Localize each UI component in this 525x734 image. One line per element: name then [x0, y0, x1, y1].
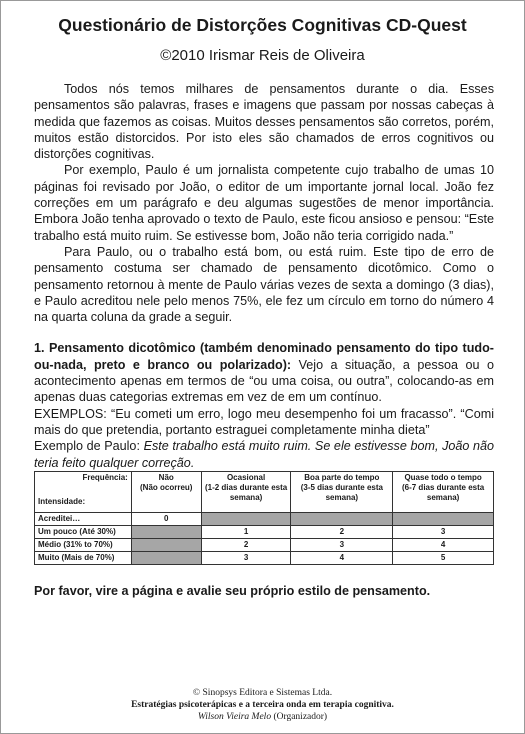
section-examples: EXEMPLOS: “Eu cometi um erro, logo meu desempenho foi um fracasso”. “Comi mais do que pretendia, portanto estraguei completamente minha dieta” — [34, 406, 494, 437]
paulo-example-text: Este trabalho está muito ruim. Se ele estivesse bom, João não teria feito qualquer correção. — [34, 439, 495, 470]
rating-cell[interactable]: 4 — [291, 552, 393, 565]
frequency-label: Frequência: — [82, 473, 128, 482]
intensity-label: Intensidade: — [38, 497, 86, 506]
grid-row-um-pouco — [35, 526, 494, 539]
rating-grid — [34, 471, 494, 565]
shaded-cell — [201, 513, 291, 526]
shaded-cell — [291, 513, 393, 526]
rating-cell[interactable]: 3 — [291, 539, 393, 552]
column-header-nao: Não (Não ocorreu) — [131, 472, 201, 513]
rating-cell[interactable]: 1 — [201, 526, 291, 539]
grid-header-row — [35, 472, 494, 513]
rating-cell[interactable]: 0 — [131, 513, 201, 526]
closing-instruction: Por favor, vire a página e avalie seu próprio estilo de pensamento. — [34, 584, 431, 598]
footer-book-title: Estratégias psicoterápicas e a terceira onda em terapia cognitiva. — [131, 700, 394, 710]
grid-row-acreditei — [35, 513, 494, 526]
column-header-quase-todo: Quase todo o tempo (6-7 dias durante esta semana) — [393, 472, 494, 513]
rating-cell[interactable]: 2 — [201, 539, 291, 552]
explanation-paragraph: Para Paulo, ou o trabalho está bom, ou está ruim. Este tipo de erro de pensamento costuma ser chamado de pensamento dicotômico. Como o pensamento retornou à mente de Paulo várias vezes de sexta a domingo (3 dias), e Paulo acreditou nele pelo menos 75%, ele fez um círculo em torno do número 4 na quarta coluna da grade a seguir. — [34, 244, 494, 325]
column-header-boa-parte: Boa parte do tempo (3-5 dias durante esta semana) — [291, 472, 393, 513]
footer-editor-role: (Organizador) — [271, 712, 328, 722]
shaded-cell — [131, 552, 201, 565]
column-header-ocasional: Ocasional (1-2 dias durante esta semana) — [201, 472, 291, 513]
shaded-cell — [393, 513, 494, 526]
section-heading: 1. Pensamento dicotômico (também denominado pensamento do tipo tudo-ou-nada, preto e branco ou polarizado): — [34, 341, 494, 372]
row-label: Acreditei… — [35, 513, 132, 526]
grid-row-medio — [35, 539, 494, 552]
rating-cell[interactable]: 3 — [393, 526, 494, 539]
paulo-example — [34, 438, 494, 471]
document-copyright: ©2010 Irismar Reis de Oliveira — [160, 47, 365, 64]
section-description: Vejo a situação, a pessoa ou o acontecimento apenas em termos de “ou uma coisa, ou outra”, colocando-as em apenas duas categorias extremas em vez de em um contínuo. — [34, 357, 494, 405]
footer-editor — [1, 711, 524, 723]
footer-publisher: © Sinopsys Editora e Sistemas Ltda. — [192, 688, 333, 698]
rating-cell[interactable]: 4 — [393, 539, 494, 552]
shaded-cell — [131, 526, 201, 539]
footer — [1, 687, 524, 723]
example-paragraph: Por exemplo, Paulo é um jornalista competente cujo trabalho de umas 10 páginas foi revisado por João, o editor de um importante jornal local. João fez correções em um parágrafo e deu algumas sugestões de menor importância. Embora João tenha aprovado o texto de Paulo, este ficou ansioso e pensou: “Este trabalho está muito ruim. Se estivesse bom, João não teria corrigido nada.” — [34, 163, 494, 243]
grid-row-muito — [35, 552, 494, 565]
document-title: Questionário de Distorções Cognitivas CD-Quest — [58, 15, 467, 35]
shaded-cell — [131, 539, 201, 552]
intro-paragraph: Todos nós temos milhares de pensamentos durante o dia. Esses pensamentos são palavras, frases e imagens que passam por nossas cabeças à medida que fazemos as coisas. Muitos desses pensamentos são corretos, porém, muitos estão distorcidos. Por isto eles são chamados de erros cognitivos ou distorções cognitivas. — [34, 82, 494, 162]
row-label: Muito (Mais de 70%) — [35, 552, 132, 565]
row-label: Um pouco (Até 30%) — [35, 526, 132, 539]
row-label: Médio (31% to 70%) — [35, 539, 132, 552]
rating-cell[interactable]: 5 — [393, 552, 494, 565]
rating-cell[interactable]: 2 — [291, 526, 393, 539]
paulo-example-label: Exemplo de Paulo: — [34, 439, 144, 454]
section-dichotomous-thinking — [34, 340, 494, 405]
document-body — [34, 81, 494, 471]
grid-corner-cell — [35, 472, 132, 513]
rating-cell[interactable]: 3 — [201, 552, 291, 565]
footer-editor-name: Wilson Vieira Melo — [197, 712, 272, 722]
